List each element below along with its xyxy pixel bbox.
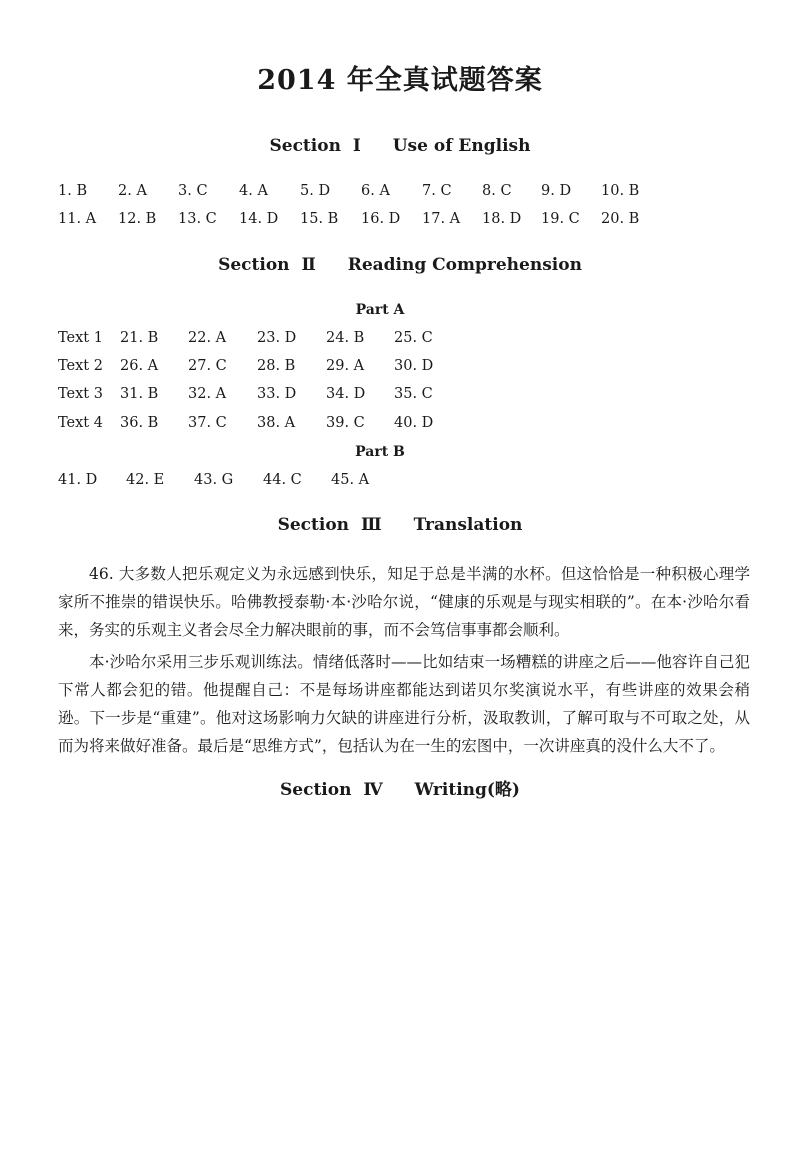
answer-item: 44. C xyxy=(263,472,302,488)
section-3-name: Translation xyxy=(413,515,523,535)
answer-item: 25. C xyxy=(394,330,433,346)
answer-item: 40. D xyxy=(394,415,434,431)
section-1-heading xyxy=(0,136,800,156)
section-2-name: Reading Comprehension xyxy=(347,255,582,275)
answer-item: 9. D xyxy=(541,183,572,199)
answer-item: 29. A xyxy=(326,358,365,374)
answer-item: 10. B xyxy=(601,183,640,199)
text-label: Text 1 xyxy=(58,330,103,346)
answer-item: 20. B xyxy=(601,211,640,227)
part-a-heading: Part A xyxy=(355,302,405,318)
text-label: Text 2 xyxy=(58,358,103,374)
answer-item: 12. B xyxy=(118,211,157,227)
answer-item: 19. C xyxy=(541,211,580,227)
section-2-heading xyxy=(0,255,800,275)
section-4-label: Section xyxy=(280,780,352,800)
answer-item: 11. A xyxy=(58,211,97,227)
answer-item: 42. E xyxy=(126,472,165,488)
answer-item: 13. C xyxy=(178,211,217,227)
section-4-numeral: Ⅳ xyxy=(363,780,383,800)
text-label: Text 4 xyxy=(58,415,103,431)
answer-item: 31. B xyxy=(120,386,159,402)
section-4-heading xyxy=(0,775,800,800)
answer-item: 24. B xyxy=(326,330,365,346)
answer-item: 34. D xyxy=(326,386,366,402)
answer-item: 15. B xyxy=(300,211,339,227)
answer-item: 30. D xyxy=(394,358,434,374)
section-3-heading xyxy=(0,515,800,535)
part-b-heading: Part B xyxy=(355,444,405,460)
answer-item: 27. C xyxy=(188,358,227,374)
answer-item: 32. A xyxy=(188,386,227,402)
section-4-name: Writing(略) xyxy=(414,780,520,800)
answer-item: 2. A xyxy=(118,183,147,199)
answer-item: 21. B xyxy=(120,330,159,346)
answer-item: 17. A xyxy=(422,211,461,227)
answer-item: 8. C xyxy=(482,183,512,199)
answer-item: 22. A xyxy=(188,330,227,346)
answer-item: 38. A xyxy=(257,415,296,431)
answer-item: 26. A xyxy=(120,358,159,374)
answer-item: 6. A xyxy=(361,183,390,199)
answer-item: 3. C xyxy=(178,183,208,199)
answer-item: 7. C xyxy=(422,183,452,199)
translation-paragraph-2: 本·沙哈尔采用三步乐观训练法。情绪低落时——比如结束一场糟糕的讲座之后——他容许自己犯下常人都会犯的错。他提醒自己：不是每场讲座都能达到诺贝尔奖演说水平，有些讲座的效果会稍逊。下一步是“重建”。他对这场影响力欠缺的讲座进行分析，汲取教训，了解可取与不可取之处，从而为将来做好准备。最后是“思维方式”，包括认为在一生的宏图中，一次讲座真的没什么大不了。 xyxy=(58,653,750,755)
answer-item: 18. D xyxy=(482,211,522,227)
section-1-name: Use of English xyxy=(392,136,531,156)
answer-item: 23. D xyxy=(257,330,297,346)
answer-item: 16. D xyxy=(361,211,401,227)
answer-item: 28. B xyxy=(257,358,296,374)
section-1-label: Section xyxy=(269,136,341,156)
section-1-numeral: Ⅰ xyxy=(352,136,361,156)
page-title: 2014 年全真试题答案 xyxy=(257,65,543,96)
answer-item: 45. A xyxy=(331,472,370,488)
section-2-numeral: Ⅱ xyxy=(301,255,316,275)
answer-item: 41. D xyxy=(58,472,98,488)
answer-item: 36. B xyxy=(120,415,159,431)
answer-item: 1. B xyxy=(58,183,88,199)
answer-item: 33. D xyxy=(257,386,297,402)
translation-paragraph-1: 46. 大多数人把乐观定义为永远感到快乐，知足于总是半满的水杯。但这恰恰是一种积极心理学家所不推崇的错误快乐。哈佛教授泰勒·本·沙哈尔说，“健康的乐观是与现实相联的”。在本·沙哈尔看来，务实的乐观主义者会尽全力解决眼前的事，而不会笃信事事都会顺利。 xyxy=(58,565,750,639)
answer-item: 14. D xyxy=(239,211,279,227)
answer-item: 4. A xyxy=(239,183,268,199)
answer-item: 5. D xyxy=(300,183,331,199)
text-label: Text 3 xyxy=(58,386,103,402)
section-3-numeral: Ⅲ xyxy=(360,515,382,535)
answer-item: 39. C xyxy=(326,415,365,431)
answer-item: 35. C xyxy=(394,386,433,402)
answer-item: 37. C xyxy=(188,415,227,431)
section-2-label: Section xyxy=(218,255,290,275)
section-3-label: Section xyxy=(277,515,350,535)
answer-item: 43. G xyxy=(194,472,234,488)
